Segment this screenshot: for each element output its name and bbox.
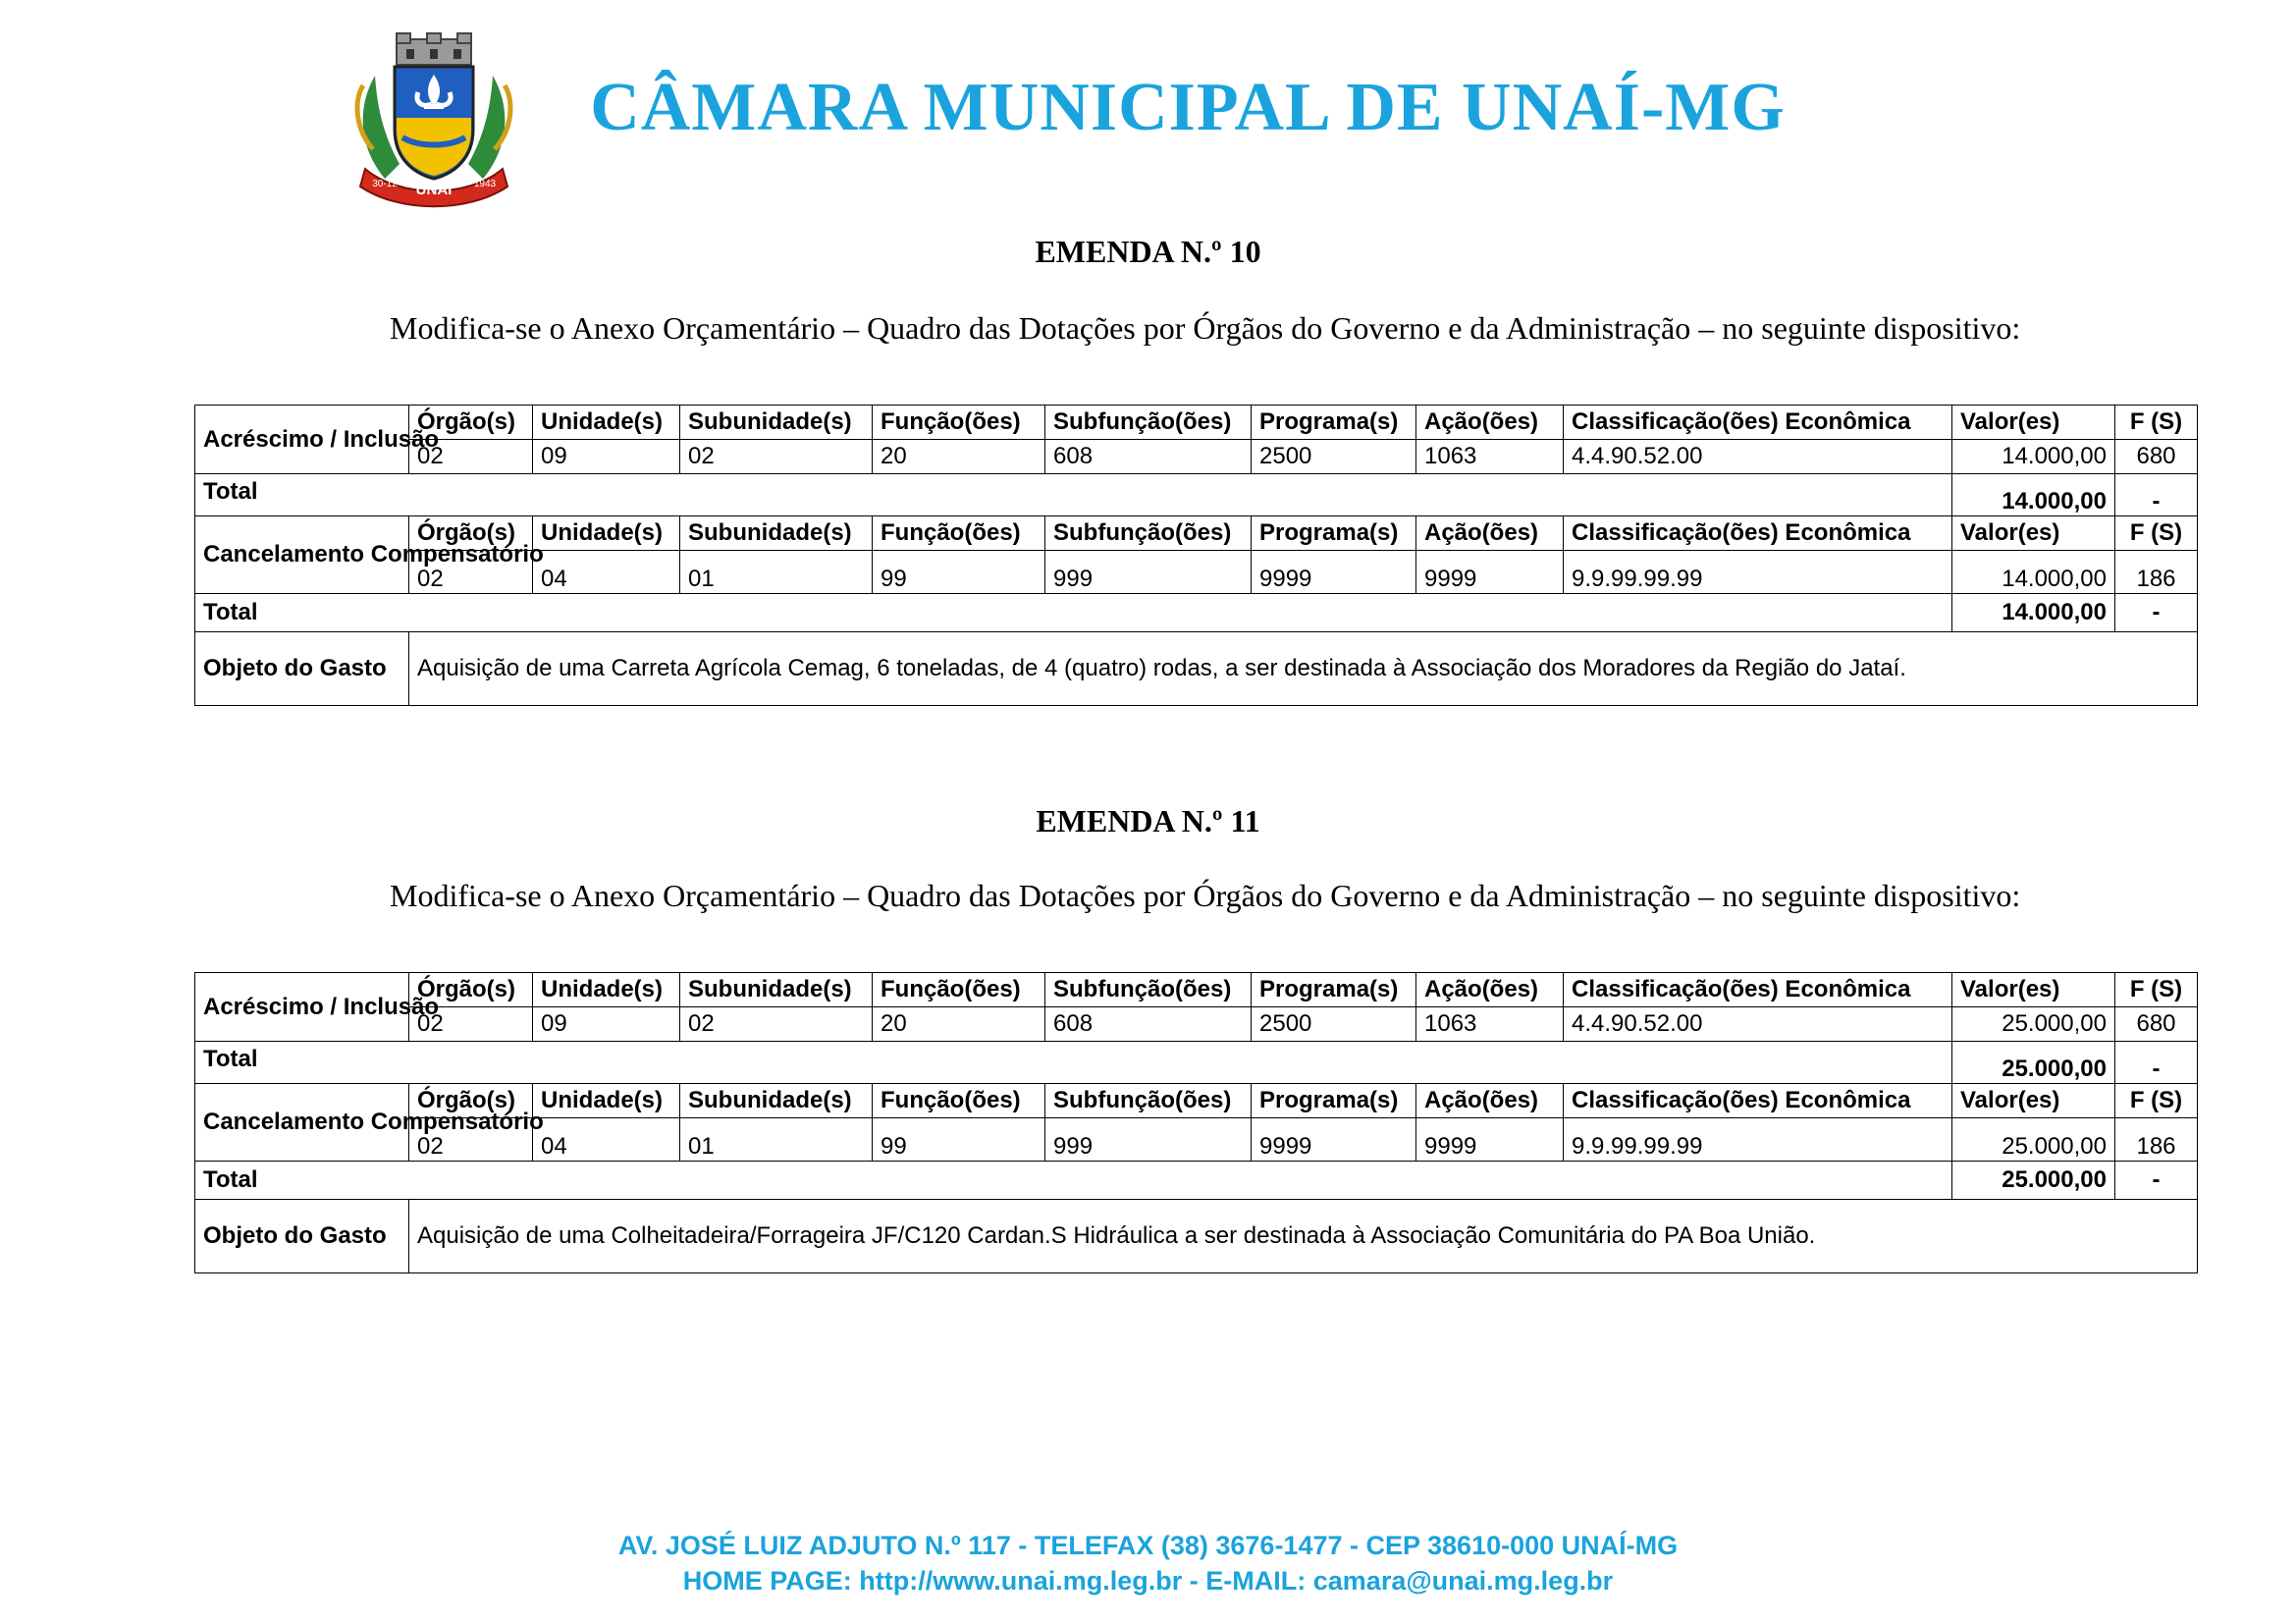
col-unidade: Unidade(s) xyxy=(533,973,680,1007)
cell-classificacao: 9.9.99.99.99 xyxy=(1564,551,1952,594)
cell-fonte: 680 xyxy=(2115,1007,2198,1042)
cell-subfuncao: 608 xyxy=(1045,1007,1252,1042)
col-programa: Programa(s) xyxy=(1252,1084,1416,1118)
total-fonte: - xyxy=(2115,594,2198,632)
cell-valor: 14.000,00 xyxy=(1952,440,2115,474)
col-orgao: Órgão(s) xyxy=(409,406,533,440)
objeto-row xyxy=(195,632,2198,706)
cell-funcao: 20 xyxy=(873,1007,1045,1042)
cell-orgao: 02 xyxy=(409,551,533,594)
objeto-label: Objeto do Gasto xyxy=(195,1200,409,1273)
col-valor: Valor(es) xyxy=(1952,973,2115,1007)
total-value: 14.000,00 xyxy=(1952,594,2115,632)
municipal-crest xyxy=(346,31,522,208)
cell-classificacao: 4.4.90.52.00 xyxy=(1564,440,1952,474)
cell-subfuncao: 608 xyxy=(1045,440,1252,474)
col-subfuncao: Subfunção(ões) xyxy=(1045,406,1252,440)
total-value: 14.000,00 xyxy=(1952,474,2115,516)
footer-contact: HOME PAGE: http://www.unai.mg.leg.br - E-MAIL: camara@unai.mg.leg.br xyxy=(682,1566,1614,1596)
cell-programa: 2500 xyxy=(1252,440,1416,474)
col-orgao: Órgão(s) xyxy=(409,973,533,1007)
col-fonte: F (S) xyxy=(2115,1084,2198,1118)
cell-orgao: 02 xyxy=(409,440,533,474)
acrescimo-label: Acréscimo / Inclusão xyxy=(195,973,409,1042)
cell-orgao: 02 xyxy=(409,1118,533,1162)
cell-fonte: 186 xyxy=(2115,551,2198,594)
col-funcao: Função(ões) xyxy=(873,1084,1045,1118)
cell-fonte: 680 xyxy=(2115,440,2198,474)
cell-unidade: 04 xyxy=(533,551,680,594)
cell-subfuncao: 999 xyxy=(1045,551,1252,594)
cell-orgao: 02 xyxy=(409,1007,533,1042)
cell-programa: 9999 xyxy=(1252,1118,1416,1162)
col-subfuncao: Subfunção(ões) xyxy=(1045,516,1252,551)
total-fonte: - xyxy=(2115,1162,2198,1200)
objeto-text: Aquisição de uma Colheitadeira/Forrageira JF/C120 Cardan.S Hidráulica a ser destinada à Associação Comunitária do PA Boa União. xyxy=(409,1200,2198,1273)
total-label: Total xyxy=(195,1162,1952,1200)
table-row xyxy=(195,1007,2198,1042)
total-value: 25.000,00 xyxy=(1952,1162,2115,1200)
total-row xyxy=(195,1162,2198,1200)
emenda-intro: Modifica-se o Anexo Orçamentário – Quadro das Dotações por Órgãos do Governo e da Administração – no seguinte dispositivo: xyxy=(390,310,2021,346)
cell-acao: 1063 xyxy=(1416,1007,1564,1042)
col-fonte: F (S) xyxy=(2115,406,2198,440)
cell-valor: 14.000,00 xyxy=(1952,551,2115,594)
col-unidade: Unidade(s) xyxy=(533,516,680,551)
cell-fonte: 186 xyxy=(2115,1118,2198,1162)
col-subunidade: Subunidade(s) xyxy=(680,973,873,1007)
col-classificacao: Classificação(ões) Econômica xyxy=(1564,1084,1952,1118)
cancelamento-label: Cancelamento Compensatório xyxy=(195,516,409,594)
col-funcao: Função(ões) xyxy=(873,516,1045,551)
total-row xyxy=(195,594,2198,632)
emenda-table xyxy=(194,972,2198,1273)
col-subfuncao: Subfunção(ões) xyxy=(1045,1084,1252,1118)
col-acao: Ação(ões) xyxy=(1416,973,1564,1007)
col-unidade: Unidade(s) xyxy=(533,1084,680,1118)
cell-programa: 2500 xyxy=(1252,1007,1416,1042)
col-subunidade: Subunidade(s) xyxy=(680,406,873,440)
crest-date-left: 30-12 xyxy=(372,179,398,189)
total-fonte: - xyxy=(2115,1042,2198,1084)
cell-funcao: 99 xyxy=(873,1118,1045,1162)
cell-valor: 25.000,00 xyxy=(1952,1007,2115,1042)
cell-programa: 9999 xyxy=(1252,551,1416,594)
cell-funcao: 99 xyxy=(873,551,1045,594)
total-fonte: - xyxy=(2115,474,2198,516)
col-orgao: Órgão(s) xyxy=(409,516,533,551)
cell-unidade: 04 xyxy=(533,1118,680,1162)
col-valor: Valor(es) xyxy=(1952,516,2115,551)
cell-subunidade: 01 xyxy=(680,551,873,594)
cell-subunidade: 02 xyxy=(680,440,873,474)
crest-date-right: 1943 xyxy=(473,179,497,189)
acrescimo-label: Acréscimo / Inclusão xyxy=(195,406,409,474)
col-unidade: Unidade(s) xyxy=(533,406,680,440)
col-valor: Valor(es) xyxy=(1952,1084,2115,1118)
col-orgao: Órgão(s) xyxy=(409,1084,533,1118)
total-value: 25.000,00 xyxy=(1952,1042,2115,1084)
objeto-row xyxy=(195,1200,2198,1273)
col-funcao: Função(ões) xyxy=(873,406,1045,440)
cell-acao: 1063 xyxy=(1416,440,1564,474)
cancelamento-label: Cancelamento Compensatório xyxy=(195,1084,409,1162)
col-funcao: Função(ões) xyxy=(873,973,1045,1007)
col-programa: Programa(s) xyxy=(1252,973,1416,1007)
objeto-text: Aquisição de uma Carreta Agrícola Cemag, 6 toneladas, de 4 (quatro) rodas, a ser destinada à Associação dos Moradores da Região do Jataí. xyxy=(409,632,2198,706)
col-subunidade: Subunidade(s) xyxy=(680,516,873,551)
col-acao: Ação(ões) xyxy=(1416,516,1564,551)
col-acao: Ação(ões) xyxy=(1416,406,1564,440)
cell-acao: 9999 xyxy=(1416,551,1564,594)
crest-ribbon-text: UNAÍ xyxy=(415,182,453,198)
col-valor: Valor(es) xyxy=(1952,406,2115,440)
col-subunidade: Subunidade(s) xyxy=(680,1084,873,1118)
table-row xyxy=(195,440,2198,474)
col-classificacao: Classificação(ões) Econômica xyxy=(1564,516,1952,551)
cell-subunidade: 01 xyxy=(680,1118,873,1162)
col-classificacao: Classificação(ões) Econômica xyxy=(1564,406,1952,440)
emenda-title: EMENDA N.º 10 xyxy=(1035,234,1261,269)
col-acao: Ação(ões) xyxy=(1416,1084,1564,1118)
cell-subfuncao: 999 xyxy=(1045,1118,1252,1162)
cell-valor: 25.000,00 xyxy=(1952,1118,2115,1162)
cell-funcao: 20 xyxy=(873,440,1045,474)
emenda-title: EMENDA N.º 11 xyxy=(1036,803,1260,839)
col-programa: Programa(s) xyxy=(1252,516,1416,551)
cell-classificacao: 9.9.99.99.99 xyxy=(1564,1118,1952,1162)
total-label: Total xyxy=(195,474,1952,516)
cell-classificacao: 4.4.90.52.00 xyxy=(1564,1007,1952,1042)
total-label: Total xyxy=(195,594,1952,632)
total-row xyxy=(195,474,2198,516)
total-row xyxy=(195,1042,2198,1084)
cell-unidade: 09 xyxy=(533,1007,680,1042)
col-fonte: F (S) xyxy=(2115,516,2198,551)
col-classificacao: Classificação(ões) Econômica xyxy=(1564,973,1952,1007)
emenda-table xyxy=(194,405,2198,706)
cell-unidade: 09 xyxy=(533,440,680,474)
col-subfuncao: Subfunção(ões) xyxy=(1045,973,1252,1007)
footer-address: AV. JOSÉ LUIZ ADJUTO N.º 117 - TELEFAX (38) 3676-1477 - CEP 38610-000 UNAÍ-MG xyxy=(617,1531,1679,1560)
emenda-intro: Modifica-se o Anexo Orçamentário – Quadro das Dotações por Órgãos do Governo e da Administração – no seguinte dispositivo: xyxy=(390,878,2021,913)
objeto-label: Objeto do Gasto xyxy=(195,632,409,706)
col-programa: Programa(s) xyxy=(1252,406,1416,440)
page-title: CÂMARA MUNICIPAL DE UNAÍ-MG xyxy=(590,70,1786,145)
cell-subunidade: 02 xyxy=(680,1007,873,1042)
total-label: Total xyxy=(195,1042,1952,1084)
cell-acao: 9999 xyxy=(1416,1118,1564,1162)
col-fonte: F (S) xyxy=(2115,973,2198,1007)
